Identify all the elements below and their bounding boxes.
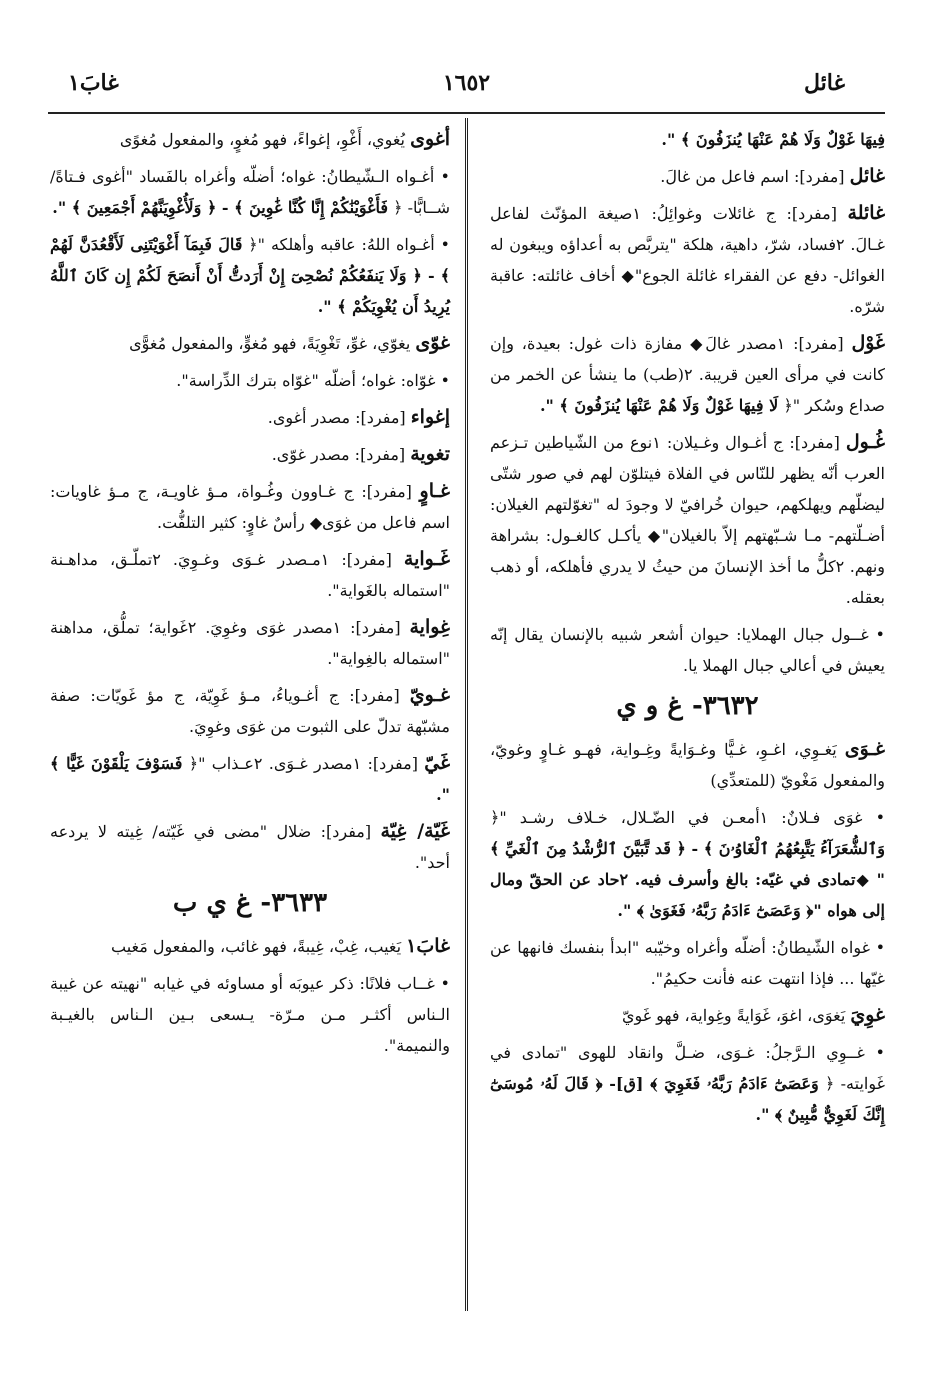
entry-headword: إغواء: [410, 406, 450, 428]
entry-definition: [مفرد]: مصدر أغوى.: [267, 408, 411, 427]
entry-headword: غُـول: [845, 431, 885, 453]
quran-quote: لَا فِيهَا غَوْلٌ وَلَا هُمْ عَنْهَا يُنزَفُونَ ﴾ ".: [539, 396, 779, 415]
dictionary-entry: [50, 328, 450, 359]
entry-headword: غَوْل: [851, 332, 885, 354]
entry-definition: • غــاب فلانًا: ذكر عيوبَه أو مساوئه في غيابه "نهيته عن غيبة الـناس أكثـر مـن مـرّة- يـسعى بـين الـناس بالغيـبة والنميمة".: [50, 974, 451, 1055]
right-column: [490, 124, 885, 1136]
page-number: ١٦٥٢: [442, 70, 491, 96]
dictionary-entry: [490, 932, 885, 994]
entry-headword: غوّى: [415, 332, 450, 354]
left-column: [50, 124, 450, 1067]
entry-headword: تغوية: [410, 443, 450, 465]
dictionary-entry: [50, 476, 450, 538]
dictionary-entry: [50, 931, 450, 962]
entry-headword: غِواية: [409, 616, 450, 638]
dictionary-entry: [490, 1037, 885, 1130]
entry-headword: غَـواية: [403, 548, 450, 570]
entry-definition: • أغـواه الـشّيطانُ: غواه؛ أضلّه وأغراه بالفَساد "أغوى فـتاةً/ شــابًّا- ﴿: [50, 167, 450, 217]
dictionary-entry: [50, 161, 450, 223]
dictionary-entry: [50, 544, 450, 606]
dictionary-entry: [50, 612, 450, 674]
column-divider: [465, 118, 468, 1311]
running-head-last-word: غابَ١: [68, 70, 119, 96]
entry-definition: يغوّي، غوِّ، تَغْوِيَةً، فهو مُغوٍّ، والمفعول مُغوًّى: [129, 334, 416, 353]
dictionary-entry: [50, 968, 450, 1061]
quran-quote: فَأَغْوَيْنَٰكُمْ إِنَّا كُنَّا غَٰوِينَ ﴾ - ﴿ وَلَأُغْوِيَنَّهُمْ أَجْمَعِينَ ﴾ ".: [52, 198, 389, 217]
running-head-first-word: غائل: [804, 70, 845, 96]
entry-definition: [مفرد]: ج أغـوياءُ، مـؤ غَوِيّة، ج مؤ غَويّات: صفة مشبّهة تدلّ على الثبوت من غوَى وغوِيَ.: [50, 686, 450, 736]
entry-headword: غائل: [849, 165, 885, 187]
entry-definition: • غوّاه: غواه؛ أضلّه "غوّاه بترك الدِّراسة".: [176, 371, 450, 390]
entry-definition: [مفرد]: ١مصدر غـوَى. ٢عـذاب "﴿: [182, 754, 425, 773]
entry-definition: • غواه الشّيطانُ: أضلّه وأغراه وخيّبه "ابدأ بنفسك فانهها عن غيّها ... فإذا انتهت عنه فأنت حكيمُ".: [490, 938, 885, 988]
entry-definition: [مفرد]: ١مـصدر غـوَى وغـوِيَ. ٢تملّـق، مداهـنة "استماله بالغَواية".: [50, 550, 450, 600]
entry-definition: • غوَى فـلانٌ: ١أمعـن في الضّـلال، خـلاف رشـد "﴿: [490, 808, 885, 827]
entry-headword: غابَ١: [406, 935, 450, 957]
dictionary-entry: [490, 124, 885, 155]
quran-quote: وَعَصَىٰٓ ءَادَمُ رَبَّهُۥ فَغَوِيَ ﴾ [ق]- ﴿ قَالَ لَهُۥ مُوسَىٰٓ إِنَّكَ لَغَوِيٌّ مُّبِينٌ ﴾ ".: [490, 1074, 885, 1124]
entry-headword: أغوى: [410, 128, 450, 150]
dictionary-entry: [50, 402, 450, 433]
dictionary-entry: [50, 748, 450, 810]
quran-quote: فَسَوْفَ يَلْقَوْنَ غَيًّا ﴾ ".: [50, 754, 450, 804]
header-rule: [48, 112, 885, 114]
entry-headword: غَيّة/ غِيّة: [380, 820, 450, 842]
entry-definition: يَغـوِي، اغـوِ، غـيًّا وغـوَايةً وغِـواية، فهـو غـاوٍ وغويّ، والمفعول مَغْويّ (للمتعدِّي): [490, 740, 885, 790]
dictionary-entry: [50, 229, 450, 322]
entry-definition: [مفرد]: ج أغـوال وغـيلان: ١نوع من الشّياطين تـزعم العرب أنّه يظهر للنّاس في الفلاة فيتلوّن لهم في صور شتّى ليضلّهم ويهلكهم، حيوان خُرافيّ لا وجودَ له "تغوّلتهم الغيلان: أضـلّتهم- مـا شـبّهتهم إلاّ بالغيلان"◆ يأكـل كالغـول: بشراهة ونهم. ٢كلُّ ما أخذ الإنسانَ من حيثُ لا يدري فأهلكه، أو ذهب بعقله.: [490, 433, 885, 607]
entry-headword: غـاوٍ: [419, 480, 450, 502]
page-header: [48, 62, 885, 102]
entry-definition: [مفرد]: ١مصدر غالَ◆ مفازة ذات غول: بعيدة، وإن كانت في مرأى العين قريبة. ٢(طب) ما ينشأ عن الخمر من صداع وسُكر "﴿: [490, 334, 886, 415]
dictionary-entry: [50, 816, 450, 878]
dictionary-entry: [490, 328, 885, 421]
entry-definition: • أغـواه اللهُ: عاقبه وأهلكه "﴿: [242, 235, 450, 254]
dictionary-entry: [490, 427, 885, 613]
dictionary-entry: [490, 161, 885, 192]
entry-definition: • غــول جبال الهملايا: حيوان أشعر شبيه بالإنسان يقال إنّه يعيش في أعالي جبال الهملا يا.: [490, 625, 885, 675]
dictionary-entry: [50, 124, 450, 155]
entry-definition: [مفرد]: ١مصدر غوَى وغوِيَ. ٢غَواية؛ تملُّق، مداهنة "استماله بالغِواية".: [50, 618, 450, 668]
quran-quote: فِيهَا غَوْلٌ وَلَا هُمْ عَنْهَا يُنزَفُونَ ﴾ ".: [661, 130, 885, 149]
dictionary-entry: [50, 680, 450, 742]
entry-headword: غَيّ: [424, 752, 451, 774]
dictionary-entry: [50, 365, 450, 396]
section-heading: ٣٦٣٣- غ ي ب: [172, 888, 328, 918]
entry-definition: • غــوِي الـرَّجلُ: غـوَى، ضـلَّ وانقاد للهوى "تمادى في غَوايته- ﴿: [490, 1043, 885, 1093]
entry-definition: يَغيب، غِبْ، غِيبةً، فهو غائب، والمفعول مَغيب: [110, 937, 407, 956]
entry-definition: [مفرد]: مصدر غوّى.: [271, 445, 411, 464]
entry-definition: [مفرد]: ج غـاوون وغُـواة، مـؤ غاويـة، ج مـؤ غاويات: اسم فاعل من غوَى◆ رأسٌ غاوٍ: كثير التلفُّت.: [50, 482, 450, 532]
entry-headword: غـوَى: [844, 738, 885, 760]
entry-definition: [مفرد]: اسم فاعل من غالَ.: [660, 167, 850, 186]
quran-quote: قَالَ فَبِمَآ أَغْوَيْتَنِى لَأَقْعُدَنَّ لَهُمْ ﴾ - ﴿ وَلَا يَنفَعُكُمْ نُصْحِىٓ إِنْ أَرَدتُّ أَنْ أَنصَحَ لَكُمْ إِن كَانَ ٱللَّهُ يُرِيدُ أَن يُغْوِيَكُمْ ﴾ ".: [50, 235, 451, 316]
entry-definition: [مفرد]: ضلال "مضى في غَيّته/ غِيته لا يردعه أحد".: [50, 822, 450, 872]
entry-definition: يَغوَى، اغوَ، غَوَايةً وغِواية، فهو غَويّ: [621, 1006, 851, 1025]
dictionary-entry: [50, 439, 450, 470]
dictionary-entry: [490, 802, 885, 926]
section-heading: ٣٦٣٢- غ و ي: [616, 691, 759, 721]
entry-definition: [مفرد]: ج غائلات وغوائِلُ: ١صيغة المؤنّث لفاعل غـالَ. ٢فساد، شرّ، داهية، هلكة "يتربَّص به أعداؤه ويبغون له الغوائل- دفع عن الفقراء غائلة الجوع"◆ أخاف غائلته: عاقبة شرّه.: [490, 204, 885, 316]
entry-definition: يُغوي، أَغْوِ، إغواءً، فهو مُغوٍ، والمفعول مُغوًى: [119, 130, 411, 149]
entry-headword: غائلة: [847, 202, 886, 224]
dictionary-entry: [490, 198, 885, 322]
dictionary-entry: [490, 734, 885, 796]
dictionary-entry: [490, 1000, 885, 1031]
entry-headword: غوِيَ: [850, 1004, 885, 1026]
dictionary-entry: [490, 619, 885, 681]
entry-headword: غـويّ: [409, 684, 450, 706]
quran-quote: وَٱلشُّعَرَآءُ يَتَّبِعُهُمُ ٱلْغَاوُۥنَ ﴾ - ﴿ قَد تَّبَيَّنَ ٱلرُّشْدُ مِنَ ٱلْغَيِّ ﴾ " ◆تمادى في غيّه: بالغ وأسرف فيه. ٢حاد عن الحقّ ومال إلى هواه "﴿ وَعَصَىٰٓ ءَادَمُ رَبَّهُۥ فَغَوَىٰ ﴾ ".: [490, 839, 886, 920]
